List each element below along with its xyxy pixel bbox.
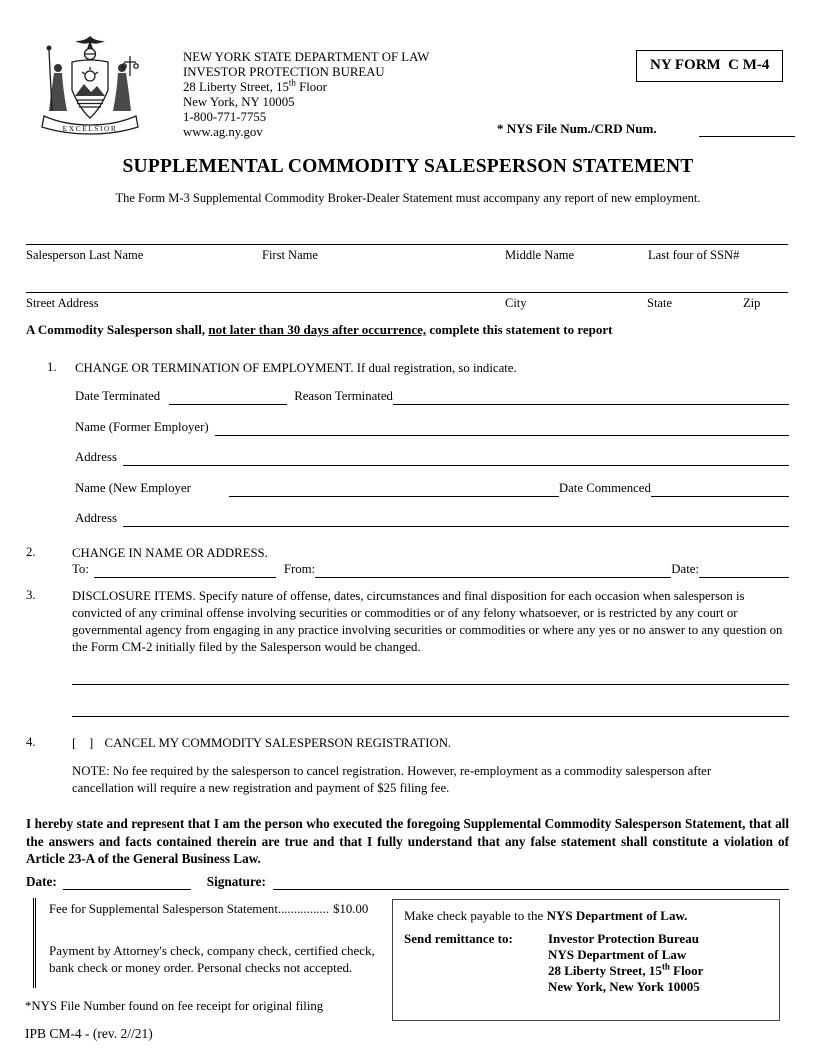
fee-box [33, 898, 401, 988]
send-remittance-label: Send remittance to: [404, 931, 513, 946]
instruction-line: A Commodity Salesperson shall, not later than 30 days after occurrence, complete this statement to report [26, 322, 613, 337]
file-num-field[interactable] [699, 121, 795, 137]
name-change-row [72, 561, 789, 578]
former-address-field[interactable] [123, 450, 789, 466]
disclosure-line-2[interactable] [72, 716, 789, 717]
date-field[interactable] [699, 562, 789, 578]
agency-city: New York, NY 10005 [183, 95, 295, 109]
new-address-row [75, 510, 789, 527]
date-commenced-label: Date Commenced [558, 481, 651, 495]
new-employer-row [75, 480, 789, 497]
section-2-number: 2. [26, 545, 36, 559]
section-1-heading: CHANGE OR TERMINATION OF EMPLOYMENT. If dual registration, so indicate. [75, 361, 517, 375]
fee-label: Fee for Supplemental Salesperson Statement [49, 902, 278, 916]
new-address-label: Address [75, 511, 117, 525]
agency-bureau: INVESTOR PROTECTION BUREAU [183, 65, 385, 79]
address-fields-line[interactable] [26, 292, 788, 293]
date-label: Date: [671, 562, 699, 576]
signature-field[interactable] [273, 874, 789, 890]
agency-header [183, 50, 429, 140]
section-4-heading: CANCEL MY COMMODITY SALESPERSON REGISTRATION. [104, 736, 452, 750]
section-3-text: DISCLOSURE ITEMS. Specify nature of offense, dates, circumstances and final disposition for each occasion when salesperson is convicted of any criminal offense involving securities or commodities or of any felony whatsoever, or is restricted by any court or governmental agency from engaging in any practice involving securities or commodities or where any yes or no answer to any question on the Form CM-2 initially filed by the Salesperson would be changed. [72, 589, 783, 654]
label-city: City [505, 296, 527, 310]
label-middle-name: Middle Name [505, 248, 575, 262]
send-remittance-row [404, 931, 771, 995]
payment-note: Payment by Attorney's check, company check, certified check, bank check or money order. Personal checks not accepted. [49, 943, 375, 975]
new-employer-field[interactable] [229, 481, 559, 497]
sig-date-label: Date: [26, 874, 57, 889]
former-employer-row [75, 419, 789, 436]
declaration-text: I hereby state and represent that I am the person who executed the foregoing Supplemental Commodity Salesperson Statement, that all the answers and facts contained therein are true and that I fully understand that any false statement shall constitute a violation of Article 23-A of the General Business Law. [26, 816, 789, 866]
signature-label: Signature: [206, 874, 266, 889]
sig-date-field[interactable] [63, 874, 191, 890]
fee-leader-dots: ................ [277, 902, 330, 916]
disclosure-line-1[interactable] [72, 684, 789, 685]
former-address-row [75, 449, 789, 466]
file-num-label: * NYS File Num./CRD Num. [497, 121, 657, 136]
to-label: To: [72, 562, 89, 576]
page-title: SUPPLEMENTAL COMMODITY SALESPERSON STATEMENT [122, 156, 694, 177]
agency-name: NEW YORK STATE DEPARTMENT OF LAW [183, 50, 430, 64]
name-labels-row [26, 248, 788, 264]
address-labels-row [26, 296, 788, 312]
footnote: *NYS File Number found on fee receipt for original filing [25, 999, 324, 1013]
from-label: From: [283, 562, 316, 576]
fee-line [49, 902, 401, 917]
label-last-name: Salesperson Last Name [26, 248, 144, 262]
section-1-number: 1. [47, 360, 57, 374]
agency-website: www.ag.ny.gov [183, 125, 263, 139]
former-employer-field[interactable] [215, 420, 789, 436]
date-terminated-label: Date Terminated [75, 389, 161, 403]
section-3-number: 3. [26, 588, 36, 602]
section-2-heading: CHANGE IN NAME OR ADDRESS. [72, 546, 268, 560]
agency-phone: 1-800-771-7755 [183, 110, 267, 124]
remittance-box [392, 899, 780, 1021]
page-subtitle: The Form M-3 Supplemental Commodity Broker-Dealer Statement must accompany any report of new employment. [115, 191, 701, 205]
section-4-number: 4. [26, 735, 36, 749]
signature-row [26, 873, 789, 890]
cancel-checkbox[interactable]: [ ] [72, 736, 94, 750]
section-4-row [72, 735, 451, 752]
agency-address: 28 Liberty Street, 15th Floor [183, 77, 327, 94]
instruction-underlined: not later than 30 days after occurrence, [208, 322, 427, 337]
label-first-name: First Name [262, 248, 318, 262]
file-num-row [497, 121, 790, 137]
remittance-address: Investor Protection Bureau NYS Department of Law 28 Liberty Street, 15th Floor New York, New York 10005 [548, 931, 704, 994]
to-field[interactable] [94, 562, 276, 578]
new-employer-label: Name (New Employer [75, 481, 191, 495]
reason-terminated-field[interactable] [393, 389, 789, 405]
date-terminated-field[interactable] [169, 389, 287, 405]
name-fields-line[interactable] [26, 244, 788, 245]
date-commenced-field[interactable] [651, 481, 789, 497]
ny-state-seal [28, 32, 152, 144]
new-address-field[interactable] [123, 511, 789, 527]
section-4-note: NOTE: No fee required by the salesperson to cancel registration. However, re-employment as a commodity salesperson after cancellation will require a new registration and payment of $25 filing fee. [72, 764, 712, 795]
payable-line: Make check payable to the NYS Department of Law. [404, 908, 688, 923]
label-zip: Zip [743, 296, 761, 310]
liberty-figure [54, 64, 62, 72]
label-state: State [647, 296, 672, 310]
termination-row [75, 388, 789, 405]
label-ssn: Last four of SSN# [648, 248, 740, 262]
reason-terminated-label: Reason Terminated [294, 389, 393, 403]
from-field[interactable] [315, 562, 671, 578]
former-employer-label: Name (Former Employer) [75, 420, 209, 434]
form-code-box: NY FORM C M-4 [636, 50, 783, 82]
fee-amount: $10.00 [333, 902, 369, 916]
eagle-icon [75, 36, 105, 49]
former-address-label: Address [75, 450, 117, 464]
excelsior-motto: EXCELSIOR [62, 124, 118, 133]
label-street: Street Address [26, 296, 99, 310]
form-footer: IPB CM-4 - (rev. 2//21) [25, 1026, 153, 1041]
